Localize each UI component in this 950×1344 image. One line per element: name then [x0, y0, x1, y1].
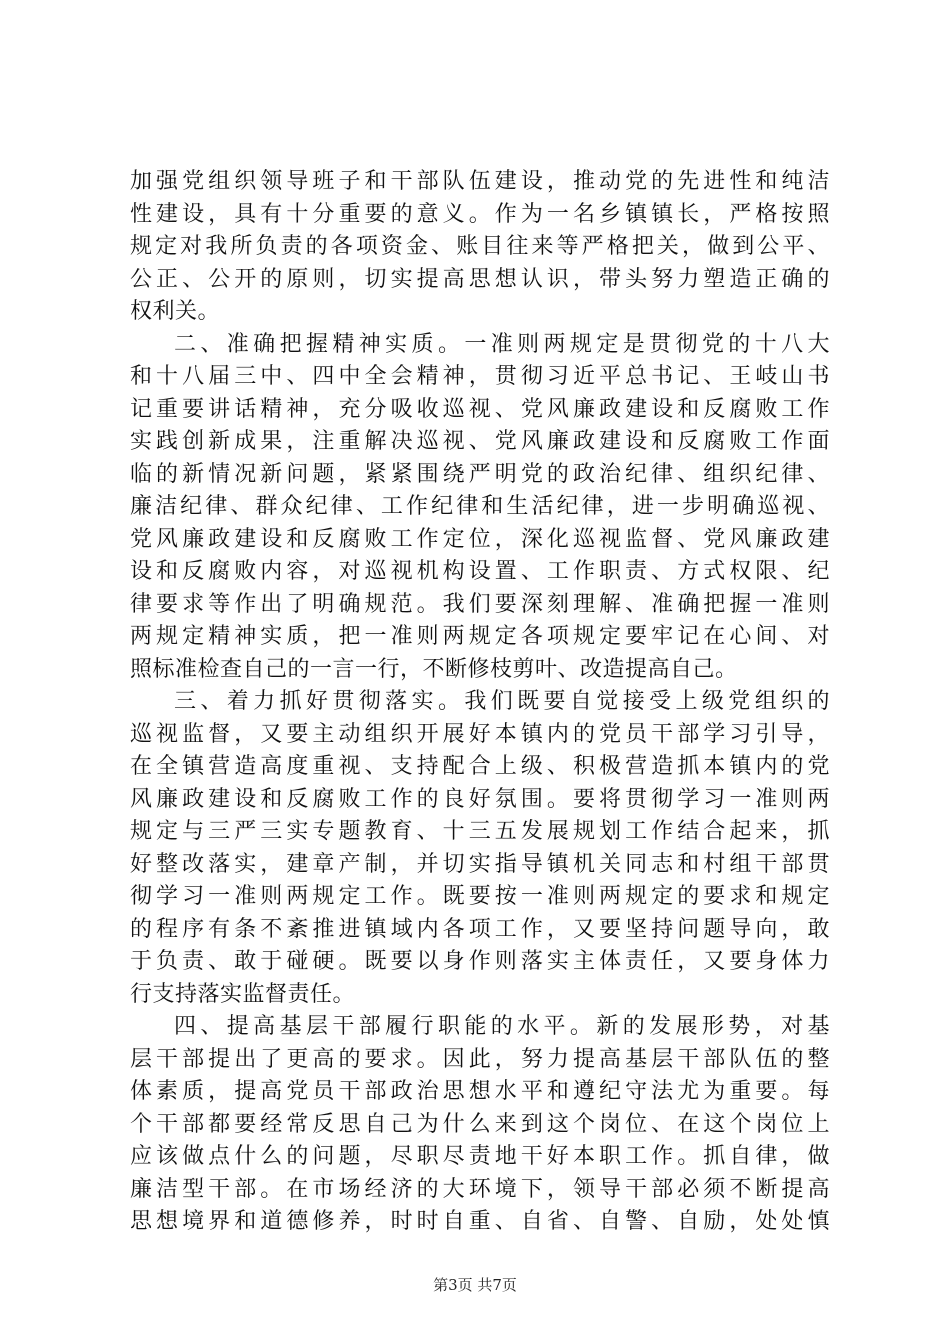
- text-line: 二、准确把握精神实质。一准则两规定是贯彻党的十八大: [174, 331, 830, 357]
- text-line: 实践创新成果，注重解决巡视、党风廉政建设和反腐败工作面: [130, 429, 830, 454]
- text-line: 于负责、敢于碰硬。既要以身作则落实主体责任，又要身体力: [130, 949, 830, 974]
- text-line: 加强党组织领导班子和干部队伍建设，推动党的先进性和纯洁: [130, 169, 830, 194]
- text-line: 在全镇营造高度重视、支持配合上级、积极营造抓本镇内的党: [130, 754, 830, 779]
- text-line: 体素质，提高党员干部政治思想水平和遵纪守法尤为重要。每: [130, 1079, 830, 1104]
- text-line: 廉洁纪律、群众纪律、工作纪律和生活纪律，进一步明确巡视、: [130, 494, 830, 519]
- text-line: 律要求等作出了明确规范。我们要深刻理解、准确把握一准则: [130, 591, 830, 617]
- text-line: 应该做点什么的问题，尽职尽责地干好本职工作。抓自律，做: [130, 1144, 830, 1169]
- text-line: 两规定精神实质，把一准则两规定各项规定要牢记在心间、对: [130, 624, 830, 649]
- text-line: 规定对我所负责的各项资金、账目往来等严格把关，做到公平、: [130, 234, 830, 259]
- text-line: 彻学习一准则两规定工作。既要按一准则两规定的要求和规定: [130, 884, 830, 909]
- document-body: [130, 166, 830, 1239]
- text-line: 临的新情况新问题，紧紧围绕严明党的政治纪律、组织纪律、: [130, 461, 830, 487]
- text-line: 和十八届三中、四中全会精神，贯彻习近平总书记、王岐山书: [130, 364, 830, 389]
- text-line: 设和反腐败内容，对巡视机构设置、工作职责、方式权限、纪: [130, 559, 830, 584]
- text-line: 公正、公开的原则，切实提高思想认识，带头努力塑造正确的: [130, 266, 830, 292]
- text-line: 思想境界和道德修养，时时自重、自省、自警、自励，处处慎: [130, 1209, 830, 1234]
- text-line: 巡视监督，又要主动组织开展好本镇内的党员干部学习引导，: [130, 721, 830, 747]
- text-line: 权利关。: [130, 299, 221, 324]
- text-line: 廉洁型干部。在市场经济的大环境下，领导干部必须不断提高: [130, 1176, 830, 1202]
- text-line: 党风廉政建设和反腐败工作定位，深化巡视监督、党风廉政建: [130, 526, 830, 552]
- text-line: 行支持落实监督责任。: [130, 981, 356, 1007]
- text-line: 性建设，具有十分重要的意义。作为一名乡镇镇长，严格按照: [130, 201, 830, 227]
- text-line: 的程序有条不紊推进镇域内各项工作，又要坚持问题导向，敢: [130, 916, 830, 942]
- text-line: 层干部提出了更高的要求。因此，努力提高基层干部队伍的整: [130, 1046, 830, 1072]
- text-line: 风廉政建设和反腐败工作的良好氛围。要将贯彻学习一准则两: [130, 786, 830, 812]
- text-line: 记重要讲话精神，充分吸收巡视、党风廉政建设和反腐败工作: [130, 396, 830, 422]
- text-line: 四、提高基层干部履行职能的水平。新的发展形势，对基: [174, 1014, 830, 1039]
- text-line: 好整改落实，建章产制，并切实指导镇机关同志和村组干部贯: [130, 851, 830, 877]
- text-line: 三、着力抓好贯彻落实。我们既要自觉接受上级党组织的: [174, 689, 830, 714]
- page-footer: 第3页 共7页: [433, 1276, 517, 1294]
- text-line: 照标准检查自己的一言一行，不断修枝剪叶、改造提高自己。: [130, 656, 738, 682]
- text-line: 个干部都要经常反思自己为什么来到这个岗位、在这个岗位上: [130, 1111, 830, 1137]
- text-line: 规定与三严三实专题教育、十三五发展规划工作结合起来，抓: [130, 819, 830, 844]
